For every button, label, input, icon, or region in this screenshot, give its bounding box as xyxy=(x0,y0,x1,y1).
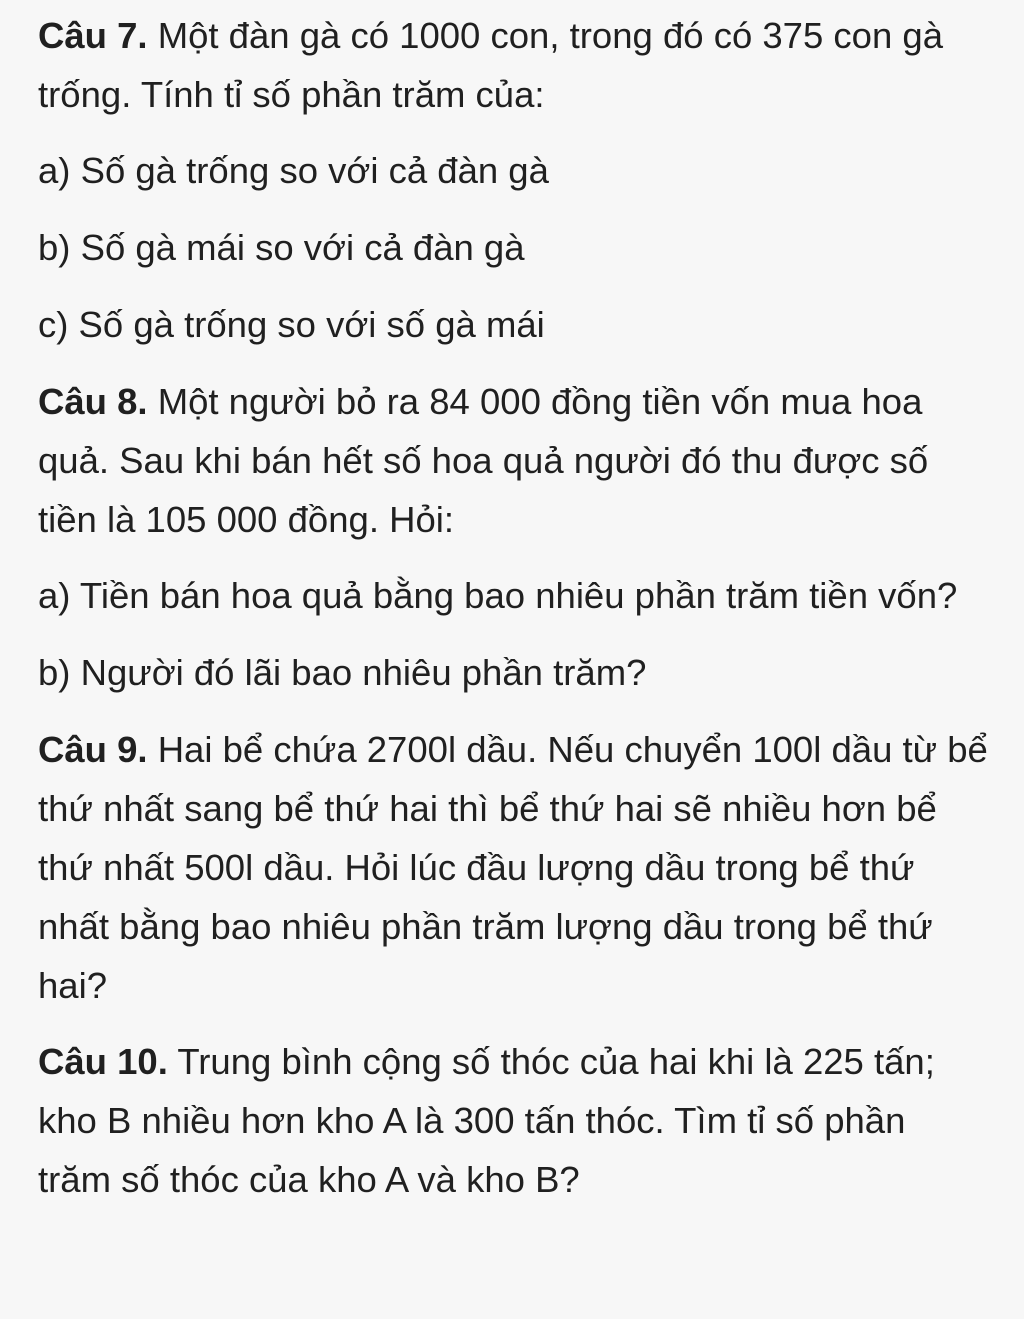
question-7-part-b: b) Số gà mái so với cả đàn gà xyxy=(38,227,525,268)
question-label: Câu 8. xyxy=(38,381,148,422)
question-label: Câu 10. xyxy=(38,1041,168,1082)
question-7 xyxy=(38,6,988,124)
question-text: Một đàn gà có 1000 con, trong đó có 375 con gà trống. Tính tỉ số phần trăm của: xyxy=(38,15,944,115)
question-8-part-a: a) Tiền bán hoa quả bằng bao nhiêu phần trăm tiền vốn? xyxy=(38,575,958,616)
question-9 xyxy=(38,720,988,1015)
question-label: Câu 7. xyxy=(38,15,148,56)
question-7-part-c: c) Số gà trống so với số gà mái xyxy=(38,304,545,345)
question-text: Một người bỏ ra 84 000 đồng tiền vốn mua hoa quả. Sau khi bán hết số hoa quả người đó thu được số tiền là 105 000 đồng. Hỏi: xyxy=(38,381,929,540)
question-text: Trung bình cộng số thóc của hai khi là 225 tấn; kho B nhiều hơn kho A là 300 tấn thóc. Tìm tỉ số phần trăm số thóc của kho A và kho B? xyxy=(38,1041,935,1200)
question-8-part-b: b) Người đó lãi bao nhiêu phần trăm? xyxy=(38,652,647,693)
question-text: Hai bể chứa 2700l dầu. Nếu chuyển 100l dầu từ bể thứ nhất sang bể thứ hai thì bể thứ hai sẽ nhiều hơn bể thứ nhất 500l dầu. Hỏi lúc đầu lượng dầu trong bể thứ nhất bằng bao nhiêu phần trăm lượng dầu trong bể thứ hai? xyxy=(38,729,988,1006)
question-label: Câu 9. xyxy=(38,729,148,770)
question-10 xyxy=(38,1032,988,1209)
question-7-part-a: a) Số gà trống so với cả đàn gà xyxy=(38,150,549,191)
question-8 xyxy=(38,372,988,549)
exercise-content xyxy=(38,6,988,1226)
